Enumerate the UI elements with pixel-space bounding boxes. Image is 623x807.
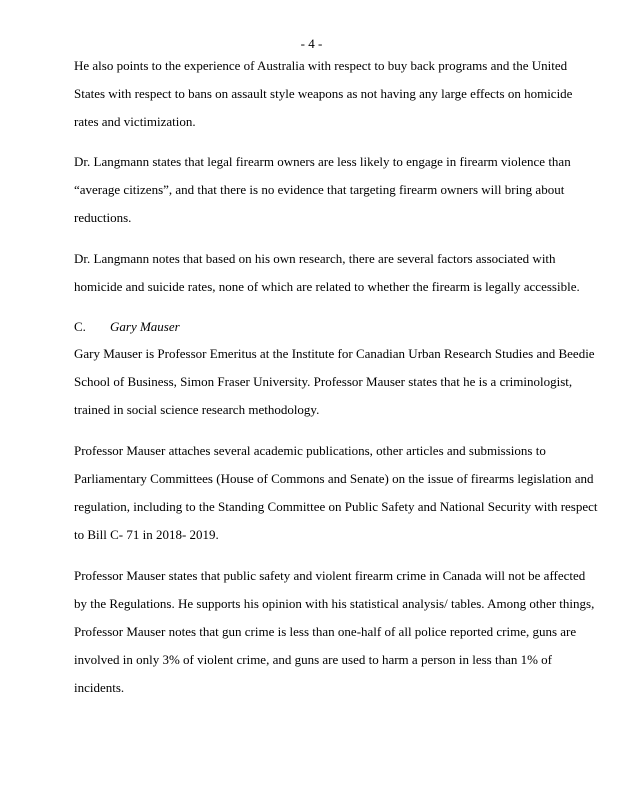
paragraph-6-line-1: Professor Mauser states that public safety and violent firearm crime in Canada will not be affected (74, 568, 586, 583)
section-title: Gary Mauser (110, 319, 180, 334)
paragraph-5-line-2: Parliamentary Committees (House of Commons and Senate) on the issue of firearms legislation and (74, 471, 594, 486)
paragraph-6-line-3: Professor Mauser notes that gun crime is less than one-half of all police reported crime, guns are (74, 624, 577, 639)
paragraph-5-line-3: regulation, including to the Standing Committee on Public Safety and National Security with respect (74, 499, 598, 514)
paragraph-4-line-3: trained in social science research methodology. (74, 402, 320, 417)
page-number: - 4 - (300, 36, 323, 51)
paragraph-4-line-2: School of Business, Simon Fraser University. Professor Mauser states that he is a criminologist, (74, 374, 573, 389)
paragraph-2-line-3: reductions. (74, 210, 132, 225)
paragraph-1-line-1: He also points to the experience of Australia with respect to buy back programs and the United (74, 58, 568, 73)
paragraph-3-line-2: homicide and suicide rates, none of which are related to whether the firearm is legally accessible. (74, 279, 580, 294)
paragraph-5-line-1: Professor Mauser attaches several academic publications, other articles and submissions to (74, 443, 546, 458)
paragraph-6-line-4: involved in only 3% of violent crime, and guns are used to harm a person in less than 1% of (74, 652, 553, 667)
paragraph-1-line-2: States with respect to bans on assault style weapons as not having any large effects on homicide (74, 86, 573, 101)
paragraph-2-line-2: “average citizens”, and that there is no evidence that targeting firearm owners will bring about (74, 182, 565, 197)
paragraph-2-line-1: Dr. Langmann states that legal firearm owners are less likely to engage in firearm violence than (74, 154, 571, 169)
paragraph-6-line-5: incidents. (74, 680, 125, 695)
paragraph-4-line-1: Gary Mauser is Professor Emeritus at the Institute for Canadian Urban Research Studies and Beedie (74, 346, 595, 361)
paragraph-1-line-3: rates and victimization. (74, 114, 196, 129)
paragraph-3-line-1: Dr. Langmann notes that based on his own research, there are several factors associated with (74, 251, 556, 266)
paragraph-6-line-2: by the Regulations. He supports his opinion with his statistical analysis/ tables. Among other things, (74, 596, 595, 611)
section-letter: C. (74, 319, 86, 334)
paragraph-5-line-4: to Bill C- 71 in 2018- 2019. (74, 527, 219, 542)
